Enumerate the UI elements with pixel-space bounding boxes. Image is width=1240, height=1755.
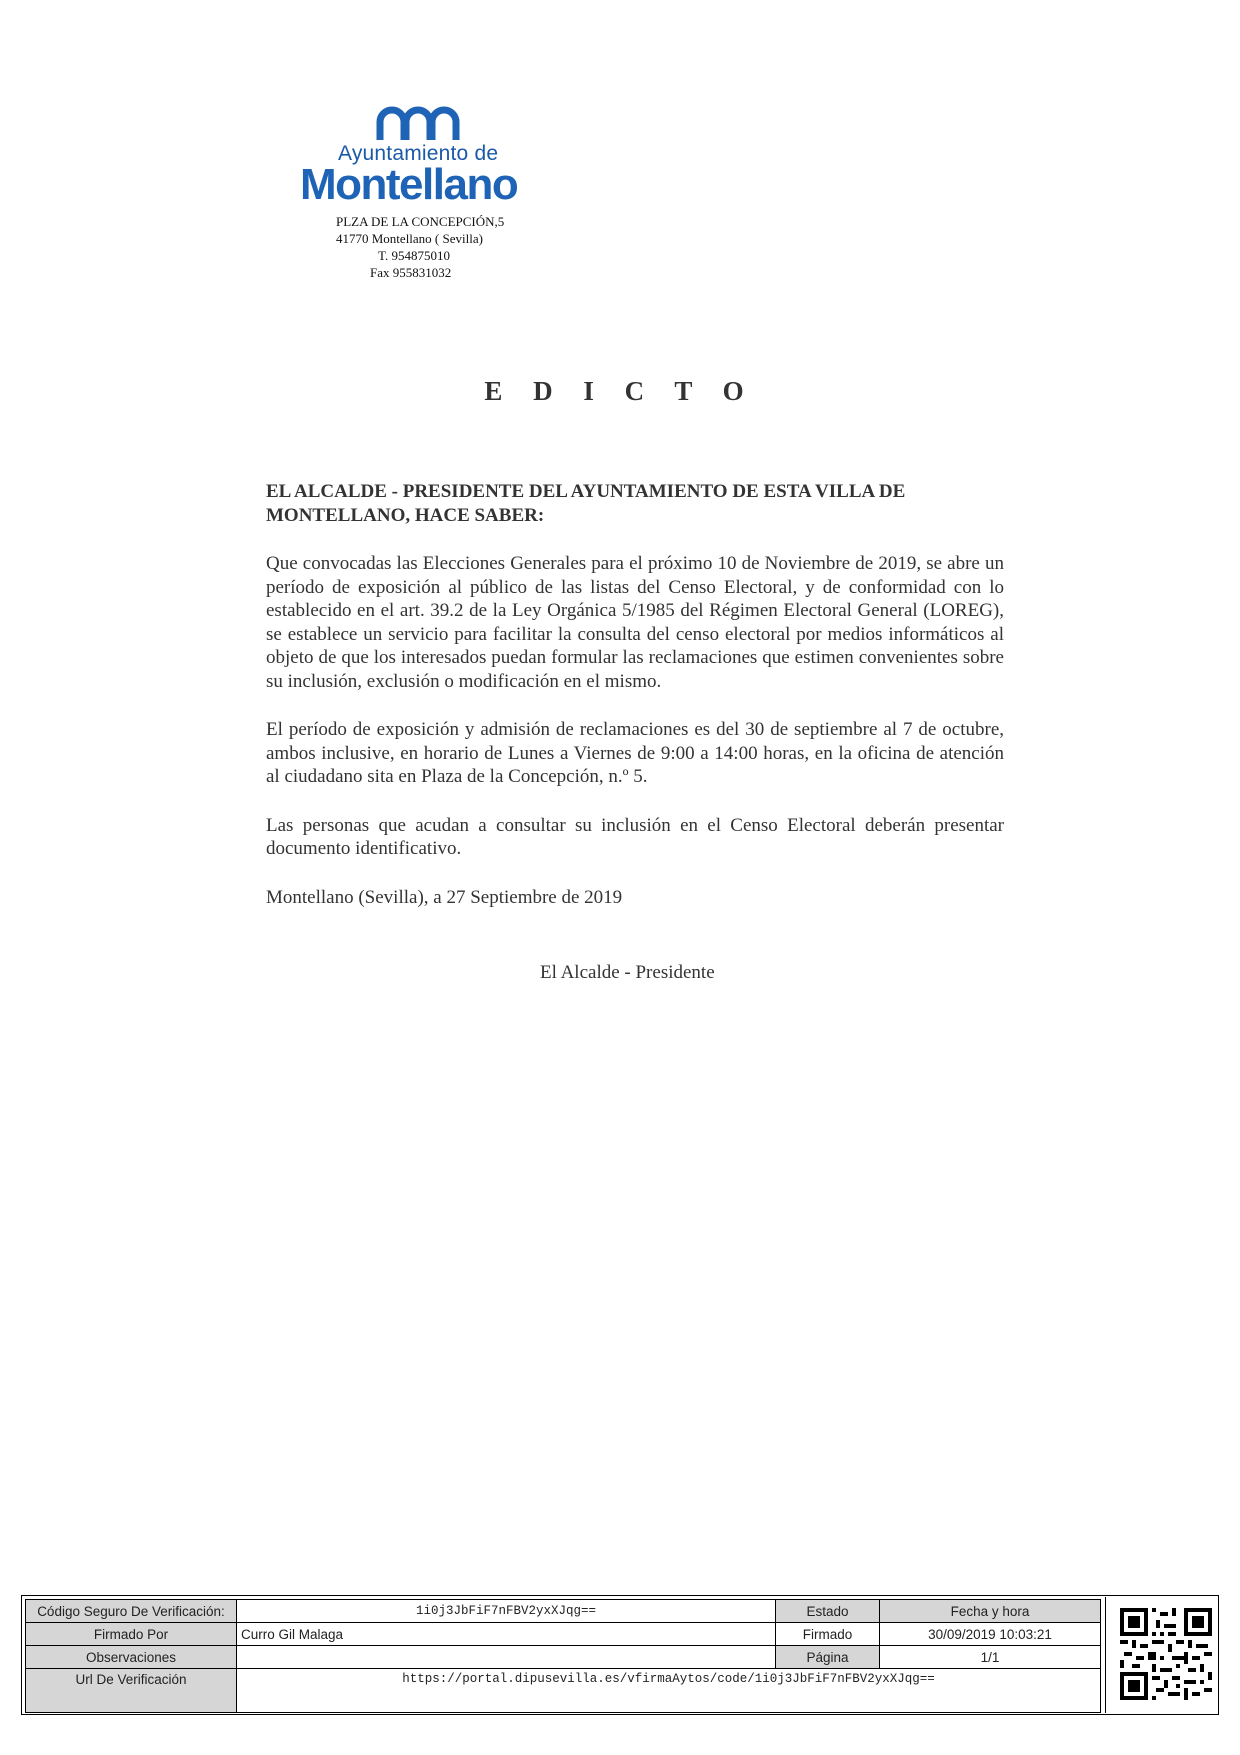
municipality-logo <box>300 106 552 209</box>
fecha-label: Fecha y hora <box>880 1600 1101 1623</box>
document-title: E D I C T O <box>484 376 756 406</box>
address-street: PLZA DE LA CONCEPCIÓN,5 <box>336 214 505 229</box>
csv-value: 1i0j3JbFiF7nFBV2yxXJqg== <box>237 1600 776 1623</box>
body-paragraph: El período de exposición y admisión de reclamaciones es del 30 de septiembre al 7 de octubre, ambos inclusive, en horario de Lunes a Viernes de 9:00 a 14:00 horas, en la oficina de atención al ciudadano sita en Plaza de la Concepción, n.º 5. <box>266 719 1004 787</box>
logo-arches-icon <box>376 106 460 140</box>
observaciones-label: Observaciones <box>26 1646 237 1669</box>
observaciones-value <box>237 1646 776 1669</box>
body-paragraph: Las personas que acudan a consultar su inclusión en el Censo Electoral deberán presentar documento identificativo. <box>266 814 1004 859</box>
body-paragraph: Que convocadas las Elecciones Generales para el próximo 10 de Noviembre de 2019, se abre un período de exposición al público de las listas del Censo Electoral, y de conformidad con lo establecido en el art. 39.2 de la Ley Orgánica 5/1985 del Régimen Electoral General (LOREG), se establece un servicio para facilitar la consulta del censo electoral por medios informáticos al objeto de que los interesados puedan formular las reclamaciones que estimen convenientes sobre su inclusión, exclusión o modificación en el mismo. <box>266 553 1004 692</box>
estado-value: Firmado <box>776 1623 880 1646</box>
qr-code-icon <box>1120 1608 1212 1700</box>
firmado-por-label: Firmado Por <box>26 1623 237 1646</box>
address-city: 41770 Montellano ( Sevilla) <box>336 231 483 246</box>
address-block <box>336 213 504 281</box>
address-fax: Fax 955831032 <box>370 265 452 280</box>
verification-table <box>25 1599 1101 1713</box>
logo-line2: Montellano <box>300 160 518 209</box>
pagina-label: Página <box>776 1646 880 1669</box>
logo-line1: Ayuntamiento de <box>338 142 499 165</box>
address-phone: T. 954875010 <box>378 248 450 263</box>
qr-container <box>1105 1597 1217 1713</box>
firmado-por-value: Curro Gil Malaga <box>237 1623 776 1646</box>
url-value[interactable]: https://portal.dipusevilla.es/vfirmaAytos/code/1i0j3JbFiF7nFBV2yxXJqg== <box>237 1669 1101 1713</box>
csv-label: Código Seguro De Verificación: <box>26 1600 237 1623</box>
document-body <box>266 480 1004 909</box>
verification-box <box>21 1595 1219 1715</box>
place-date: Montellano (Sevilla), a 27 Septiembre de 2019 <box>266 886 623 908</box>
fecha-value: 30/09/2019 10:03:21 <box>880 1623 1101 1646</box>
body-heading: EL ALCALDE - PRESIDENTE DEL AYUNTAMIENTO DE ESTA VILLA DE MONTELLANO, HACE SABER: <box>266 481 906 526</box>
estado-label: Estado <box>776 1600 880 1623</box>
url-label: Url De Verificación <box>26 1669 237 1713</box>
signer-title: El Alcalde - Presidente <box>540 962 715 983</box>
pagina-value: 1/1 <box>880 1646 1101 1669</box>
